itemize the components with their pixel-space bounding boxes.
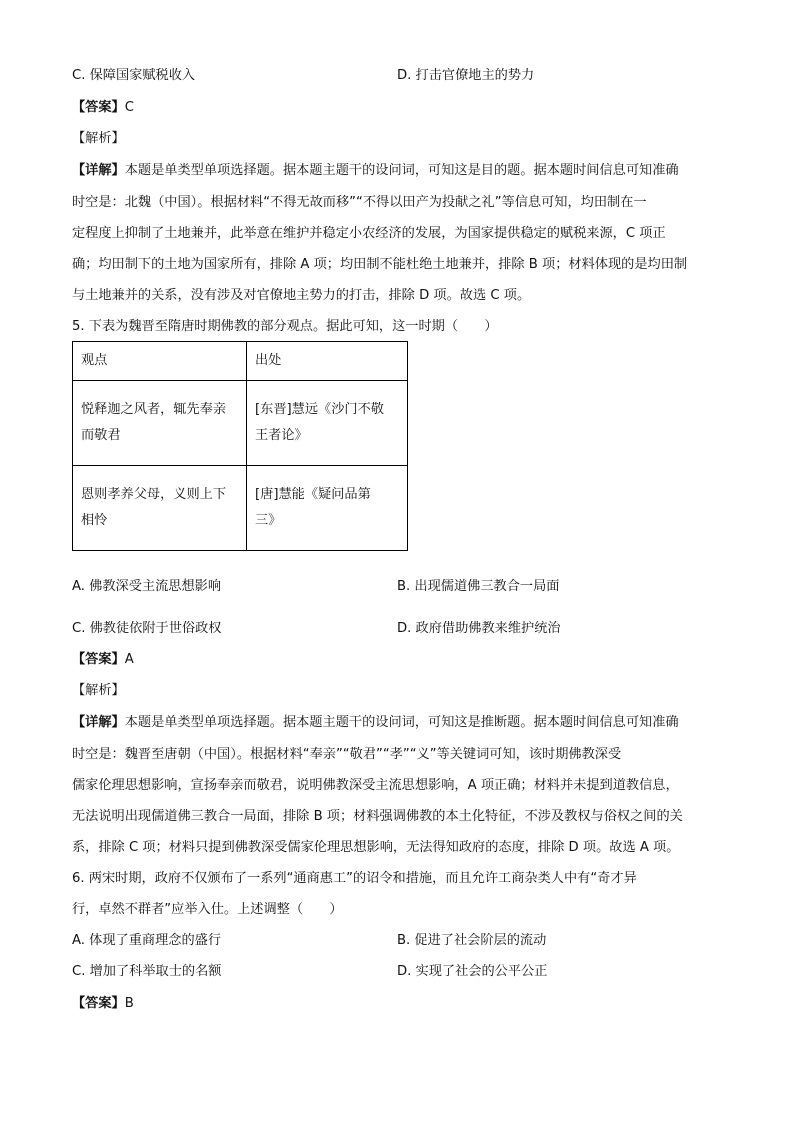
q6-option-c: C. 增加了科举取士的名额 [72,964,222,979]
cell-line: 恩则孝养父母，义则上下 [81,487,227,502]
answer-value: C [124,100,134,115]
cell-line: 悦释迦之风者，辄先奉亲 [81,402,227,417]
cell-line: [东晋]慧远《沙门不敬 [255,402,384,417]
detail-text: 本题是单类型单项选择题。据本题主题干的设问词，可知这是目的题。据本题时间信息可知准确 [124,163,679,178]
q4-option-c: C. 保障国家赋税收入 [72,68,196,83]
q6-option-a: A. 体现了重商理念的盛行 [72,933,222,948]
q5-option-d: D. 政府借助佛教来维护统治 [397,621,561,636]
q5-detail-line: 无法说明出现儒道佛三教合一局面，排除 B 项；材料强调佛教的本土化特征，不涉及教权与俗权之间的关 [72,809,683,824]
q4-detail-line: 时空是：北魏（中国）。根据材料“不得无故而移”“不得以田产为投献之礼”等信息可知，均田制在一 [72,195,647,210]
answer-tag: 【答案】 [72,996,125,1011]
q4-analysis-tag: 【解析】 [72,131,125,146]
q5-option-c: C. 佛教徒依附于世俗政权 [72,621,222,636]
q4-detail-line: 与土地兼并的关系，没有涉及对官僚地主势力的打击，排除 D 项。故选 C 项。 [72,288,531,303]
q4-detail-line: 定程度上抑制了土地兼并，此举意在维护并稳定小农经济的发展，为国家提供稳定的赋税来源，C 项正 [72,226,666,241]
answer-tag: 【答案】 [72,100,125,115]
q5-analysis-tag: 【解析】 [72,683,125,698]
cell-line: [唐]慧能《疑问品第 [255,487,371,502]
table-cell [73,381,247,466]
cell-line: 相怜 [81,513,108,528]
cell-line: 王者论》 [255,428,308,443]
q6-option-b: B. 促进了社会阶层的流动 [397,933,547,948]
table-header-cell: 观点 [73,342,247,381]
q5-detail-line [72,714,679,732]
table-header-cell: 出处 [247,342,408,381]
q4-answer [72,99,134,117]
detail-tag: 【详解】 [72,163,125,178]
q5-stem: 5. 下表为魏晋至隋唐时期佛教的部分观点。据此可知，这一时期（ ） [72,319,498,334]
table-row [73,381,408,466]
q4-detail-line: 确；均田制下的土地为国家所有，排除 A 项；均田制不能杜绝土地兼并，排除 B 项；材料体现的是均田制 [72,257,688,272]
cell-line: 三》 [255,513,282,528]
table-cell [247,381,408,466]
table-header-row [73,342,408,381]
q4-option-d: D. 打击官僚地主的势力 [397,68,535,83]
q6-option-d: D. 实现了社会的公平公正 [397,964,548,979]
detail-text: 本题是单类型单项选择题。据本题主题干的设问词，可知这是推断题。据本题时间信息可知准确 [124,715,679,730]
q5-detail-line: 系，排除 C 项；材料只提到佛教深受儒家伦理思想影响，无法得知政府的态度，排除 D 项。故选 A 项。 [72,840,680,855]
q4-detail-line [72,162,679,180]
q5-source-table [72,341,408,551]
table-row [73,466,408,551]
cell-line: 而敬君 [81,428,121,443]
table-cell [247,466,408,551]
table-cell [73,466,247,551]
q5-option-b: B. 出现儒道佛三教合一局面 [397,579,560,594]
q5-detail-line: 时空是：魏晋至唐朝（中国）。根据材料“奉亲”“敬君”“孝”“义”等关键词可知，该时期佛教深受 [72,747,622,762]
q5-answer [72,651,134,669]
q6-answer [72,995,134,1013]
detail-tag: 【详解】 [72,715,125,730]
answer-value: B [124,996,134,1011]
answer-tag: 【答案】 [72,652,125,667]
q6-stem-line: 行，卓然不群者”应举入仕。上述调整（ ） [72,902,343,917]
q5-detail-line: 儒家伦理思想影响，宣扬奉亲而敬君，说明佛教深受主流思想影响，A 项正确；材料并未提到道教信息， [72,778,679,793]
q6-stem-line: 6. 两宋时期，政府不仅颁布了一系列“通商惠工”的诏令和措施，而且允许工商杂类人中有“奇才异 [72,871,637,886]
q5-option-a: A. 佛教深受主流思想影响 [72,579,222,594]
answer-value: A [124,652,134,667]
